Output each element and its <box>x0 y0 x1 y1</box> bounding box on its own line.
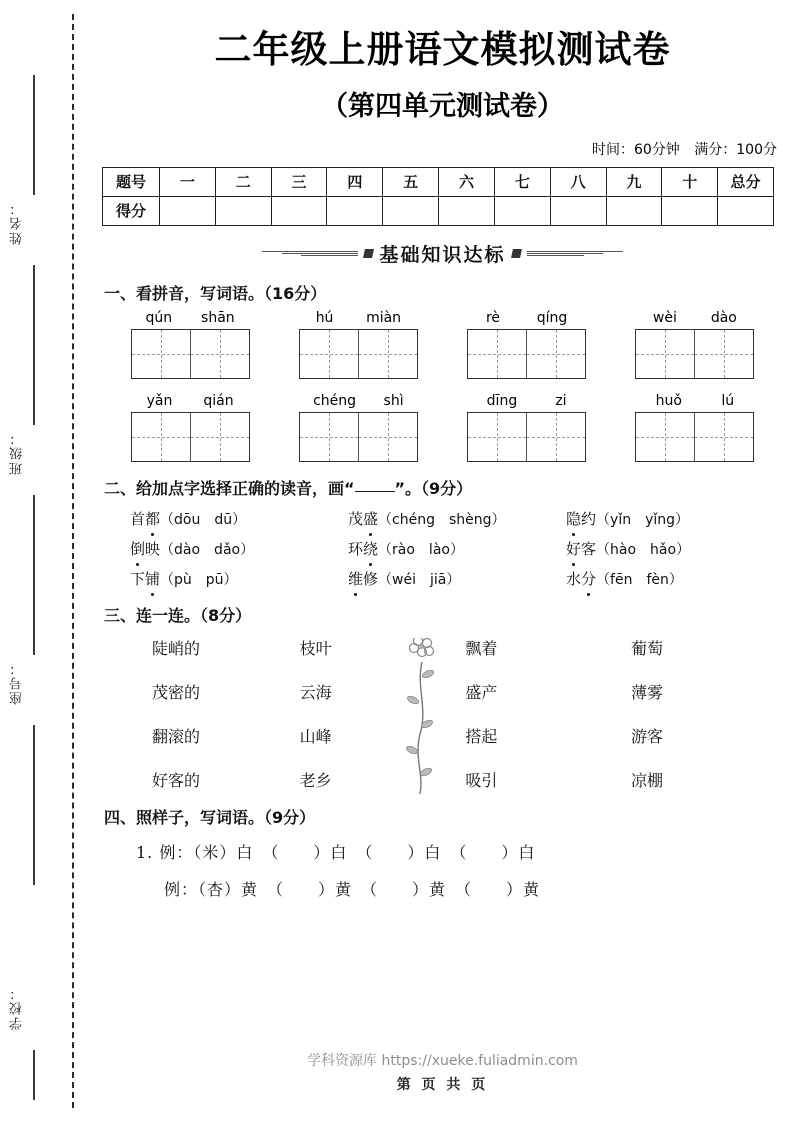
margin-field-1[interactable] <box>8 200 62 245</box>
pinyin-word-group <box>126 310 254 379</box>
footer-page-number: 第 页 共 页 <box>396 1077 489 1093</box>
score-input-cell[interactable] <box>606 196 662 225</box>
match-item[interactable]: 老乡 <box>299 770 332 790</box>
pronunciation-options[interactable]: （pù pū） <box>160 571 238 588</box>
tianzige-cell[interactable] <box>636 330 694 378</box>
word-char: 客 <box>581 539 597 558</box>
tianzige-cell[interactable] <box>468 330 526 378</box>
dotted-char: 分 <box>581 569 597 588</box>
margin-rule-line-5 <box>33 1050 35 1100</box>
pinyin-text <box>299 310 417 326</box>
pronunciation-options[interactable]: （hào hǎo） <box>596 541 691 558</box>
question-2-heading-part-b: ”。（9分） <box>394 478 473 498</box>
score-input-cell[interactable] <box>439 196 495 225</box>
tianzige-cell[interactable] <box>358 413 417 461</box>
pinyin-syllable: qián <box>203 392 234 409</box>
pinyin-syllable: dīng <box>486 392 518 409</box>
score-table <box>102 167 774 226</box>
margin-field-label: 班级： <box>10 430 25 475</box>
tianzige-cell[interactable] <box>358 330 417 378</box>
pinyin-word-group <box>126 393 254 462</box>
pinyin-syllable: rè <box>485 309 501 326</box>
match-column-2 <box>294 636 420 791</box>
margin-rule-line-1 <box>33 75 35 195</box>
pronunciation-choice-row <box>130 538 793 559</box>
pronunciation-choice-row <box>130 508 793 529</box>
pronunciation-options[interactable]: （wéi jiā） <box>378 571 461 588</box>
banner-line-left <box>262 250 358 257</box>
tianzige-cell[interactable] <box>300 330 358 378</box>
score-input-cell[interactable] <box>271 196 327 225</box>
pronunciation-choice-row <box>130 568 793 589</box>
match-item[interactable]: 葡萄 <box>630 638 663 658</box>
tianzige-box[interactable] <box>131 412 250 462</box>
tianzige-cell[interactable] <box>526 330 585 378</box>
question-4-line-2: 例：（杏）黄 （ ）黄 （ ）黄 （ ）黄 <box>164 879 541 899</box>
score-table-row <box>103 167 774 196</box>
footer-site: 学科资源库 https://xueke.fuliadmin.com <box>307 1053 578 1069</box>
page-title: 二年级上册语文模拟测试卷 <box>214 28 671 71</box>
margin-field-3[interactable] <box>8 660 62 705</box>
question-1-heading: 一、看拼音，写词语。（16分） <box>104 283 327 303</box>
margin-field-4[interactable] <box>8 985 62 1030</box>
margin-rule-line-4 <box>33 725 35 885</box>
cut-dashed-line <box>72 14 74 1108</box>
pronunciation-choice-item[interactable] <box>566 568 784 589</box>
pinyin-syllable: miàn <box>366 309 402 326</box>
score-input-cell[interactable] <box>550 196 606 225</box>
pronunciation-choice-item[interactable] <box>348 538 566 559</box>
pinyin-syllable: yǎn <box>146 392 173 409</box>
banner-title: 基础知识达标 <box>379 243 506 266</box>
word-char: 修 <box>363 569 379 588</box>
margin-field-label: 学校： <box>10 985 25 1030</box>
score-row-label: 得分 <box>103 196 160 225</box>
banner-diamond-right-icon <box>511 249 522 258</box>
pinyin-word-group <box>631 310 759 379</box>
match-item[interactable]: 陡峭的 <box>152 638 201 658</box>
score-input-cell[interactable] <box>494 196 550 225</box>
pinyin-syllable: zi <box>555 392 567 409</box>
match-column-4 <box>607 636 751 791</box>
score-column-header: 二 <box>215 167 271 196</box>
pinyin-syllable: shì <box>383 392 404 409</box>
tianzige-cell[interactable] <box>694 330 753 378</box>
tianzige-cell[interactable] <box>468 413 526 461</box>
dotted-char: 绕 <box>363 539 379 558</box>
tianzige-box[interactable] <box>467 329 586 379</box>
banner-line-right <box>527 250 623 257</box>
question-3-match-area <box>92 636 793 791</box>
score-column-header: 十 <box>662 167 718 196</box>
answer-margin-strip <box>0 0 92 1122</box>
score-input-cell[interactable] <box>383 196 439 225</box>
match-item[interactable]: 枝叶 <box>299 638 332 658</box>
match-item[interactable]: 游客 <box>630 726 663 746</box>
pronunciation-choice-item[interactable] <box>348 508 566 529</box>
exam-meta <box>92 139 793 159</box>
dotted-char: 铺 <box>145 569 161 588</box>
question-1-grids <box>92 310 793 462</box>
match-item[interactable]: 翻滚的 <box>152 726 201 746</box>
page-subtitle: （第四单元测试卷） <box>321 90 564 122</box>
match-item[interactable]: 山峰 <box>299 726 332 746</box>
pinyin-syllable: lú <box>721 392 735 409</box>
question-2-heading <box>104 476 793 499</box>
score-input-cell[interactable] <box>327 196 383 225</box>
score-column-header: 四 <box>327 167 383 196</box>
pinyin-text <box>468 393 586 409</box>
tianzige-box[interactable] <box>467 412 586 462</box>
pronunciation-options[interactable]: （rào lào） <box>378 541 464 558</box>
match-item[interactable]: 薄雾 <box>630 682 663 702</box>
margin-rule-line-2 <box>33 265 35 425</box>
match-item[interactable]: 云海 <box>299 682 332 702</box>
score-table-row <box>103 196 774 225</box>
pronunciation-choice-item[interactable] <box>566 538 784 559</box>
score-column-header: 总分 <box>718 167 774 196</box>
score-input-cell[interactable] <box>718 196 774 225</box>
blank-underline <box>355 491 395 492</box>
pinyin-syllable: qíng <box>536 309 568 326</box>
score-table-wrapper <box>102 167 785 226</box>
pronunciation-options[interactable]: （fēn fèn） <box>596 571 683 588</box>
tianzige-box[interactable] <box>131 329 250 379</box>
match-item[interactable]: 飘着 <box>465 638 498 658</box>
question-2-items <box>92 508 793 589</box>
dotted-char: 盛 <box>363 509 379 528</box>
margin-field-label: 座号： <box>10 660 25 705</box>
pinyin-text <box>131 393 249 409</box>
tianzige-cell[interactable] <box>636 413 694 461</box>
match-item[interactable]: 茂密的 <box>152 682 201 702</box>
pinyin-text <box>468 310 586 326</box>
dotted-char: 倒 <box>130 539 146 558</box>
score-column-header: 七 <box>494 167 550 196</box>
margin-field-2[interactable] <box>8 430 62 475</box>
score-column-header: 五 <box>383 167 439 196</box>
pronunciation-options[interactable]: （yǐn yǐng） <box>596 511 690 528</box>
tianzige-box[interactable] <box>635 329 754 379</box>
score-column-header: 一 <box>160 167 216 196</box>
word-char: 映 <box>145 539 161 558</box>
pinyin-syllable: qún <box>145 309 173 326</box>
tianzige-box[interactable] <box>299 329 418 379</box>
dotted-char: 隐 <box>566 509 582 528</box>
word-char: 环 <box>348 539 364 558</box>
tianzige-cell[interactable] <box>190 413 249 461</box>
question-4-heading: 四、照样子，写词语。（9分） <box>104 807 316 827</box>
match-item[interactable]: 好客的 <box>152 770 201 790</box>
pinyin-syllable: dào <box>710 309 737 326</box>
score-input-cell[interactable] <box>662 196 718 225</box>
pinyin-word-group <box>463 393 591 462</box>
score-column-header: 三 <box>271 167 327 196</box>
margin-field-label: 姓名： <box>10 200 25 245</box>
word-char: 首 <box>130 509 146 528</box>
section-banner <box>92 240 793 267</box>
pinyin-word-group <box>294 393 422 462</box>
dotted-char: 都 <box>145 509 161 528</box>
tianzige-cell[interactable] <box>190 330 249 378</box>
match-item[interactable]: 搭起 <box>465 726 498 746</box>
pronunciation-choice-item[interactable] <box>130 538 348 559</box>
score-row-label: 题号 <box>103 167 160 196</box>
question-3-heading: 三、连一连。（8分） <box>104 605 252 625</box>
pronunciation-options[interactable]: （dōu dū） <box>160 511 247 528</box>
match-item[interactable]: 吸引 <box>465 770 498 790</box>
pinyin-text <box>131 310 249 326</box>
tianzige-cell[interactable] <box>132 330 190 378</box>
tianzige-cell[interactable] <box>694 413 753 461</box>
pinyin-syllable: chéng <box>313 392 357 409</box>
match-item[interactable]: 盛产 <box>465 682 498 702</box>
exam-time: 时间：60分钟 <box>591 141 680 158</box>
match-column-1 <box>134 636 272 791</box>
dotted-char: 好 <box>566 539 582 558</box>
question-4-line-1: 1. 例：（米）白 （ ）白 （ ）白 （ ）白 <box>136 842 536 862</box>
word-char: 水 <box>566 569 582 588</box>
score-column-header: 九 <box>606 167 662 196</box>
dotted-char: 维 <box>348 569 364 588</box>
pinyin-word-group <box>463 310 591 379</box>
pinyin-text <box>299 393 417 409</box>
pinyin-word-group <box>294 310 422 379</box>
pronunciation-choice-item[interactable] <box>348 568 566 589</box>
pronunciation-choice-item[interactable] <box>130 508 348 529</box>
pinyin-grid-row <box>92 393 793 462</box>
pinyin-word-group <box>631 393 759 462</box>
tianzige-box[interactable] <box>299 412 418 462</box>
tianzige-cell[interactable] <box>132 413 190 461</box>
question-2-heading-part-a: 二、给加点字选择正确的读音，画“ <box>104 478 355 498</box>
pronunciation-options[interactable]: （chéng shèng） <box>378 511 506 528</box>
pronunciation-options[interactable]: （dào dǎo） <box>160 541 255 558</box>
exam-full-score: 满分：100分 <box>694 141 777 158</box>
tianzige-cell[interactable] <box>300 413 358 461</box>
pinyin-syllable: wèi <box>652 309 677 326</box>
tianzige-cell[interactable] <box>526 413 585 461</box>
pronunciation-choice-item[interactable] <box>566 508 784 529</box>
pinyin-text <box>636 310 754 326</box>
tianzige-box[interactable] <box>635 412 754 462</box>
margin-rule-line-3 <box>33 495 35 655</box>
banner-diamond-left-icon <box>364 249 375 258</box>
score-column-header: 六 <box>439 167 495 196</box>
score-column-header: 八 <box>550 167 606 196</box>
score-input-cell[interactable] <box>215 196 271 225</box>
score-input-cell[interactable] <box>160 196 216 225</box>
pinyin-syllable: hú <box>315 309 334 326</box>
pinyin-syllable: shān <box>201 309 235 326</box>
match-item[interactable]: 凉棚 <box>630 770 663 790</box>
pinyin-text <box>636 393 754 409</box>
page-footer <box>92 1050 793 1094</box>
word-char: 约 <box>581 509 597 528</box>
pinyin-grid-row <box>92 310 793 379</box>
pronunciation-choice-item[interactable] <box>130 568 348 589</box>
pinyin-syllable: huǒ <box>655 392 682 409</box>
exam-sheet <box>92 0 793 1122</box>
word-char: 下 <box>130 569 146 588</box>
match-column-3 <box>441 636 585 791</box>
word-char: 茂 <box>348 509 364 528</box>
